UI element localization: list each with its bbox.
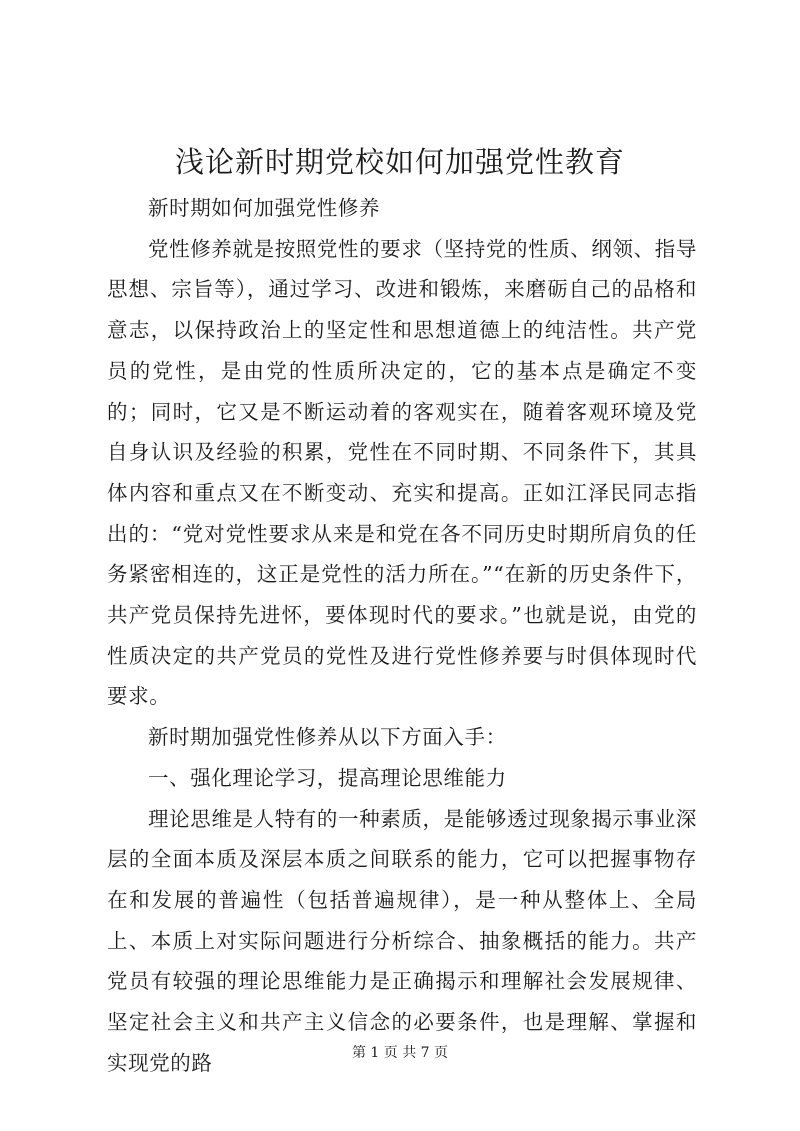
paragraph-theoretical-thinking: 理论思维是人特有的一种素质，是能够透过现象揭示事业深层的全面本质及深层本质之间联系的能力，它可以把握事物存在和发展的普遍性（包括普遍规律），是一种从整体上、全局上、本质上对实际问题进行分析综合、抽象概括的能力。共产党员有较强的理论思维能力是正确揭示和理解社会发展规律、坚定社会主义和共产主义信念的必要条件，也是理解、掌握和实现党的路 bbox=[107, 806, 697, 1075]
paragraph-approach-intro: 新时期加强党性修养从以下方面入手： bbox=[148, 725, 507, 750]
paragraph-subtitle: 新时期如何加强党性修养 bbox=[148, 196, 381, 220]
page-number-footer: 第 1 页 共 7 页 bbox=[351, 1045, 449, 1061]
section-heading-1: 一、强化理论学习，提高理论思维能力 bbox=[148, 765, 507, 790]
document-title: 浅论新时期党校如何加强党性教育 bbox=[174, 145, 625, 179]
document-body bbox=[107, 188, 697, 1083]
paragraph-party-spirit-definition: 党性修养就是按照党性的要求（坚持党的性质、纲领、指导思想、宗旨等），通过学习、改进和锻炼，来磨砺自己的品格和意志，以保持政治上的坚定性和思想道德上的纯洁性。共产党员的党性，是由党的性质所决定的，它的基本点是确定不变的；同时，它又是不断运动着的客观实在，随着客观环境及党自身认识及经验的积累，党性在不同时期、不同条件下，其具体内容和重点又在不断变动、充实和提高。正如江泽民同志指出的：“党对党性要求从来是和党在各不同历史时期所肩负的任务紧密相连的，这正是党性的活力所在。”“在新的历史条件下，共产党员保持先进怀，要体现时代的要求。”也就是说，由党的性质决定的共产党员的党性及进行党性修养要与时俱体现时代要求。 bbox=[107, 236, 697, 709]
